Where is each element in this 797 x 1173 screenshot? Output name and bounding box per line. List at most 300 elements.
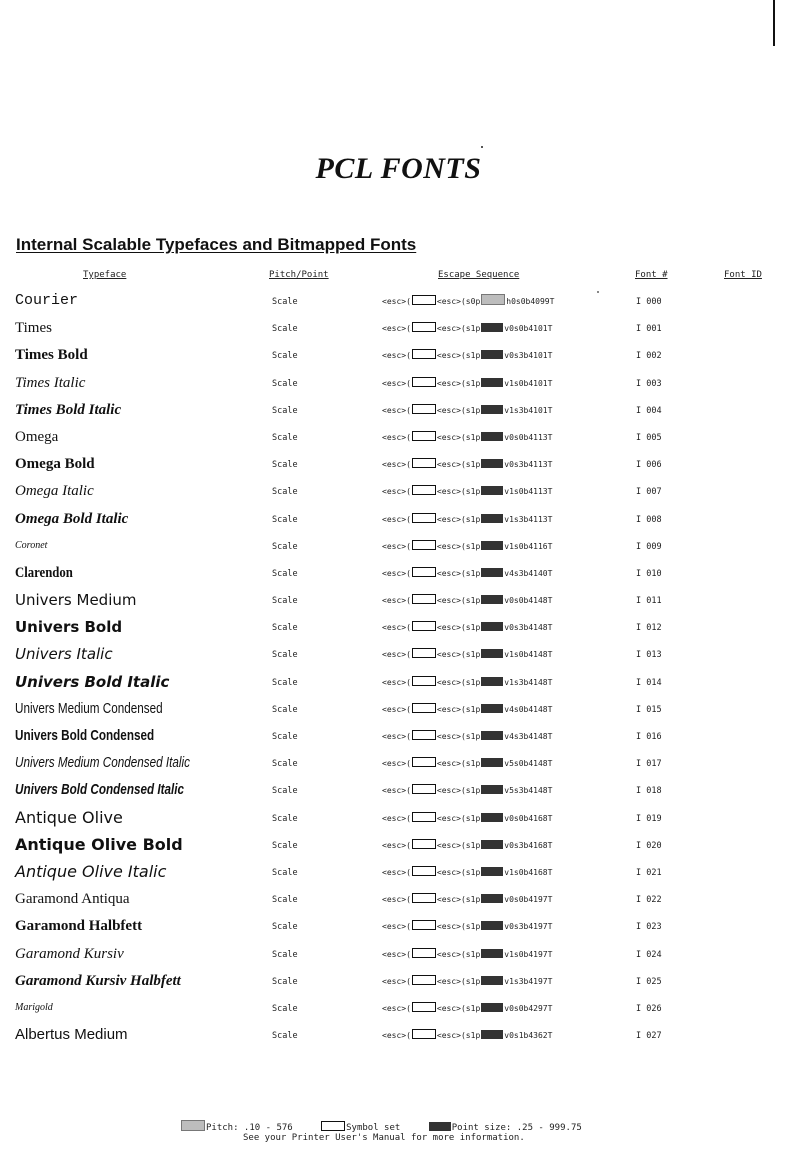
symbol-set-box-icon: [412, 485, 436, 495]
escape-sequence: [382, 888, 552, 912]
symbol-set-box-icon: [412, 621, 436, 631]
point-size-swatch-icon: [481, 949, 503, 958]
esc-params: v0s0b4297T: [504, 1003, 553, 1013]
esc-mid: <esc>(s: [436, 324, 471, 334]
escape-sequence: [382, 426, 552, 450]
esc-params: v1s3b4113T: [504, 514, 553, 524]
esc-spacing: 1p: [470, 541, 481, 551]
esc-prefix: <esc>(: [382, 732, 411, 741]
pitch-point-value: Scale: [272, 623, 298, 634]
esc-mid: <esc>(s: [436, 867, 471, 877]
esc-spacing: 1p: [470, 1031, 481, 1041]
typeface-name: Times Bold: [15, 347, 88, 364]
font-number: I 008: [636, 514, 662, 525]
escape-sequence: [382, 372, 552, 396]
typeface-name: Univers Bold Condensed Italic: [15, 781, 185, 799]
escape-sequence: [382, 589, 552, 613]
esc-spacing: 1p: [470, 623, 481, 633]
point-size-swatch-icon: [481, 867, 503, 876]
symbol-set-box-icon: [412, 404, 436, 414]
point-size-swatch-icon: [481, 731, 503, 740]
symbol-set-box-icon: [412, 594, 436, 604]
esc-mid: <esc>(s: [436, 677, 471, 687]
symbol-set-box-icon: [412, 431, 436, 441]
font-number: I 000: [636, 297, 662, 307]
legend-pitch: Pitch: .10 - 576: [206, 1123, 293, 1133]
escape-sequence: [382, 480, 552, 504]
pitch-point-value: Scale: [272, 732, 298, 742]
table-row: [0, 1023, 797, 1050]
typeface-name: Antique Olive Bold: [15, 834, 183, 854]
table-row: [0, 697, 797, 724]
escape-sequence: [382, 698, 552, 722]
symbol-set-box-icon: [412, 920, 436, 930]
point-size-swatch-icon: [481, 704, 503, 713]
typeface-name: Courier: [15, 292, 79, 309]
esc-params: v4s3b4148T: [504, 732, 553, 741]
typeface-name: Univers Medium Condensed: [15, 699, 163, 717]
symbol-set-box-icon: [412, 839, 436, 849]
esc-prefix: <esc>(: [382, 677, 411, 687]
font-number: I 004: [636, 405, 662, 416]
esc-prefix: <esc>(: [382, 432, 411, 442]
pitch-point-value: Scale: [272, 922, 298, 933]
symbol-set-box-icon: [412, 540, 436, 550]
escape-sequence: [382, 453, 552, 477]
esc-spacing: 1p: [470, 1003, 481, 1013]
esc-spacing: 1p: [470, 895, 481, 905]
table-row: [0, 969, 797, 996]
esc-prefix: <esc>(: [382, 351, 411, 361]
point-size-swatch-icon: [481, 1003, 503, 1012]
legend-note: See your Printer User's Manual for more information.: [243, 1133, 525, 1143]
esc-mid: <esc>(s: [436, 432, 471, 442]
symbol-set-box-icon: [412, 349, 436, 359]
typeface-name: Clarendon: [15, 564, 73, 581]
esc-mid: <esc>(s: [436, 922, 471, 932]
point-size-swatch-icon: [429, 1122, 451, 1131]
symbol-set-box-icon: [412, 567, 436, 577]
symbol-set-box-icon: [412, 784, 436, 794]
table-row: [0, 615, 797, 642]
font-number: I 020: [636, 840, 662, 851]
esc-spacing: 1p: [470, 949, 481, 959]
esc-params: v1s0b4197T: [504, 949, 553, 959]
font-number: I 016: [636, 732, 662, 742]
esc-mid: <esc>(s: [436, 650, 471, 660]
font-number: I 023: [636, 922, 662, 933]
esc-spacing: 1p: [470, 650, 481, 660]
esc-params: v0s0b4148T: [504, 596, 553, 606]
symbol-set-box-icon: [412, 648, 436, 658]
point-size-swatch-icon: [481, 323, 503, 332]
font-number: I 024: [636, 949, 662, 960]
esc-prefix: <esc>(: [382, 922, 411, 932]
esc-prefix: <esc>(: [382, 976, 411, 986]
table-row: [0, 343, 797, 370]
escape-sequence: [382, 616, 552, 640]
esc-params: v1s0b4116T: [504, 541, 553, 551]
table-row: [0, 833, 797, 860]
escape-sequence: [382, 399, 552, 423]
esc-params: v0s3b4101T: [504, 351, 553, 361]
point-size-swatch-icon: [481, 486, 503, 495]
table-row: [0, 289, 797, 316]
escape-sequence: [382, 861, 552, 885]
esc-params: v1s0b4168T: [504, 867, 553, 877]
pitch-point-value: Scale: [272, 1031, 298, 1042]
typeface-name: Omega Bold: [15, 456, 95, 473]
column-header-pitch-point: Pitch/Point: [269, 270, 329, 280]
table-row: [0, 534, 797, 561]
font-number: I 006: [636, 460, 662, 471]
font-number: I 011: [636, 596, 662, 607]
point-size-swatch-icon: [481, 1030, 503, 1039]
point-size-swatch-icon: [481, 785, 503, 794]
pitch-point-value: Scale: [272, 378, 298, 389]
typeface-name: Antique Olive: [15, 807, 123, 827]
escape-sequence: [382, 671, 552, 695]
font-table: [0, 289, 797, 1050]
esc-prefix: <esc>(: [382, 297, 411, 306]
esc-mid: <esc>(s: [436, 895, 471, 905]
column-header-font-id: Font ID: [724, 270, 762, 280]
point-size-swatch-icon: [481, 649, 503, 658]
table-row: [0, 914, 797, 941]
table-row: [0, 507, 797, 534]
table-row: [0, 942, 797, 969]
typeface-name: Garamond Antiqua: [15, 891, 130, 908]
font-number: I 005: [636, 432, 662, 443]
pitch-point-value: Scale: [272, 895, 298, 906]
table-row: [0, 751, 797, 778]
escape-sequence: [382, 508, 552, 532]
font-number: I 017: [636, 759, 662, 770]
font-number: I 009: [636, 541, 662, 552]
escape-sequence: [382, 915, 552, 939]
symbol-set-box-icon: [412, 730, 436, 740]
pitch-point-value: Scale: [272, 1003, 298, 1014]
esc-spacing: 1p: [470, 405, 481, 415]
symbol-set-box-icon: [321, 1121, 345, 1131]
esc-prefix: <esc>(: [382, 623, 411, 633]
typeface-name: Omega Italic: [15, 483, 94, 500]
table-row: [0, 670, 797, 697]
esc-prefix: <esc>(: [382, 867, 411, 877]
font-number: I 022: [636, 895, 662, 906]
table-row: [0, 642, 797, 669]
font-number: I 021: [636, 867, 662, 878]
escape-sequence: [382, 1024, 552, 1048]
esc-mid: <esc>(s: [436, 568, 471, 578]
font-number: I 003: [636, 378, 662, 389]
esc-spacing: 1p: [470, 976, 481, 986]
typeface-name: Garamond Kursiv: [15, 945, 124, 962]
esc-prefix: <esc>(: [382, 1003, 411, 1013]
point-size-swatch-icon: [481, 459, 503, 468]
column-header-font-num: Font #: [635, 270, 668, 280]
esc-prefix: <esc>(: [382, 650, 411, 660]
esc-prefix: <esc>(: [382, 704, 411, 714]
escape-sequence: [382, 779, 552, 803]
esc-params: v1s0b4101T: [504, 378, 553, 388]
point-size-swatch-icon: [481, 568, 503, 577]
esc-spacing: 1p: [470, 568, 481, 578]
escape-sequence: [382, 317, 552, 341]
esc-params: h0s0b4099T: [506, 297, 555, 306]
pitch-point-value: Scale: [272, 813, 298, 824]
typeface-name: Omega Bold Italic: [15, 510, 129, 527]
pitch-point-value: Scale: [272, 704, 298, 715]
pitch-swatch-icon: [481, 294, 505, 305]
esc-params: v0s3b4197T: [504, 922, 553, 932]
pitch-point-value: Scale: [272, 541, 298, 552]
table-row: [0, 316, 797, 343]
legend-symbol-set: Symbol set: [346, 1123, 401, 1133]
esc-prefix: <esc>(: [382, 596, 411, 606]
esc-prefix: <esc>(: [382, 759, 411, 769]
typeface-name: Univers Medium Condensed Italic: [15, 754, 190, 772]
pitch-point-value: Scale: [272, 759, 298, 770]
point-size-swatch-icon: [481, 432, 503, 441]
esc-prefix: <esc>(: [382, 949, 411, 959]
point-size-swatch-icon: [481, 894, 503, 903]
esc-spacing: 1p: [470, 922, 481, 932]
esc-params: v4s0b4148T: [504, 704, 553, 714]
table-row: [0, 479, 797, 506]
legend: [180, 1120, 604, 1143]
esc-params: v0s0b4197T: [504, 895, 553, 905]
point-size-swatch-icon: [481, 677, 503, 686]
esc-mid: <esc>(s: [436, 596, 471, 606]
symbol-set-box-icon: [412, 866, 436, 876]
column-header-typeface: Typeface: [83, 270, 127, 280]
typeface-name: Univers Bold Condensed: [15, 727, 155, 744]
pitch-swatch-icon: [181, 1120, 205, 1131]
esc-prefix: <esc>(: [382, 541, 411, 551]
typeface-name: Omega: [15, 428, 59, 445]
page-edge-mark: [773, 0, 775, 46]
symbol-set-box-icon: [412, 893, 436, 903]
esc-prefix: <esc>(: [382, 378, 411, 388]
esc-prefix: <esc>(: [382, 405, 411, 415]
table-row: [0, 425, 797, 452]
speck: [481, 146, 483, 148]
pitch-point-value: Scale: [272, 677, 298, 688]
page-title: PCL FONTS: [315, 152, 482, 185]
esc-params: v0s0b4113T: [504, 432, 553, 442]
esc-params: v4s3b4140T: [504, 568, 553, 578]
esc-mid: <esc>(s: [436, 460, 471, 470]
esc-mid: <esc>(s: [436, 487, 471, 497]
esc-params: v0s0b4101T: [504, 324, 553, 334]
column-header-escape-sequence: Escape Sequence: [438, 270, 520, 280]
typeface-name: Albertus Medium: [15, 1026, 128, 1044]
esc-mid: <esc>(s: [436, 759, 471, 769]
point-size-swatch-icon: [481, 976, 503, 985]
point-size-swatch-icon: [481, 840, 503, 849]
pitch-point-value: Scale: [272, 867, 298, 878]
font-number: I 026: [636, 1003, 662, 1014]
pitch-point-value: Scale: [272, 949, 298, 960]
esc-mid: <esc>(s: [436, 840, 471, 850]
esc-mid: <esc>(s: [436, 732, 471, 741]
esc-mid: <esc>(s: [436, 514, 471, 524]
point-size-swatch-icon: [481, 350, 503, 359]
table-row: [0, 452, 797, 479]
esc-spacing: 1p: [470, 732, 481, 741]
esc-spacing: 1p: [470, 460, 481, 470]
escape-sequence: [382, 725, 552, 749]
typeface-name: Times: [15, 320, 52, 337]
symbol-set-box-icon: [412, 676, 436, 686]
symbol-set-box-icon: [412, 812, 436, 822]
esc-mid: <esc>(s: [436, 297, 471, 306]
esc-spacing: 1p: [470, 324, 481, 334]
esc-mid: <esc>(s: [436, 1031, 471, 1041]
pitch-point-value: Scale: [272, 840, 298, 851]
table-row: [0, 887, 797, 914]
typeface-name: Times Bold Italic: [15, 401, 122, 418]
section-heading: Internal Scalable Typefaces and Bitmapped Fonts: [16, 235, 417, 254]
esc-params: v1s3b4148T: [504, 677, 553, 687]
typeface-name: Antique Olive Italic: [15, 861, 167, 881]
esc-mid: <esc>(s: [436, 623, 471, 633]
esc-prefix: <esc>(: [382, 895, 411, 905]
legend-point-size: Point size: .25 - 999.75: [451, 1123, 582, 1133]
symbol-set-box-icon: [412, 513, 436, 523]
point-size-swatch-icon: [481, 921, 503, 930]
escape-sequence: [382, 807, 552, 831]
font-number: I 027: [636, 1031, 662, 1042]
esc-prefix: <esc>(: [382, 460, 411, 470]
esc-mid: <esc>(s: [436, 1003, 471, 1013]
esc-spacing: 1p: [470, 786, 481, 796]
esc-spacing: 1p: [470, 378, 481, 388]
esc-prefix: <esc>(: [382, 514, 411, 524]
point-size-swatch-icon: [481, 378, 503, 387]
pitch-point-value: Scale: [272, 297, 298, 307]
font-number: I 025: [636, 976, 662, 987]
font-number: I 013: [636, 650, 662, 661]
esc-spacing: 1p: [470, 596, 481, 606]
esc-mid: <esc>(s: [436, 541, 471, 551]
font-number: I 019: [636, 813, 662, 824]
esc-prefix: <esc>(: [382, 813, 411, 823]
font-number: I 010: [636, 568, 662, 579]
pitch-point-value: Scale: [272, 487, 298, 498]
esc-prefix: <esc>(: [382, 786, 411, 796]
esc-mid: <esc>(s: [436, 351, 471, 361]
pitch-point-value: Scale: [272, 596, 298, 607]
point-size-swatch-icon: [481, 595, 503, 604]
typeface-name: Univers Bold: [15, 618, 123, 637]
escape-sequence: [382, 562, 552, 586]
escape-sequence: [382, 344, 552, 368]
typeface-name: Times Italic: [15, 374, 86, 391]
font-number: I 002: [636, 351, 662, 362]
esc-spacing: 1p: [470, 432, 481, 442]
escape-sequence: [382, 970, 552, 994]
pitch-point-value: Scale: [272, 514, 298, 525]
esc-spacing: 1p: [470, 867, 481, 877]
esc-params: v1s3b4101T: [504, 405, 553, 415]
symbol-set-box-icon: [412, 377, 436, 387]
font-number: I 012: [636, 623, 662, 634]
point-size-swatch-icon: [481, 758, 503, 767]
esc-params: v0s0b4168T: [504, 813, 553, 823]
escape-sequence: [382, 834, 552, 858]
esc-spacing: 1p: [470, 351, 481, 361]
table-row: [0, 561, 797, 588]
table-row: [0, 996, 797, 1023]
pitch-point-value: Scale: [272, 976, 298, 987]
esc-params: v5s3b4148T: [504, 786, 553, 796]
pitch-point-value: Scale: [272, 460, 298, 471]
point-size-swatch-icon: [481, 405, 503, 414]
font-number: I 018: [636, 786, 662, 797]
point-size-swatch-icon: [481, 622, 503, 631]
table-row: [0, 724, 797, 751]
table-row: [0, 806, 797, 833]
esc-spacing: 1p: [470, 487, 481, 497]
escape-sequence: [382, 752, 552, 776]
table-row: [0, 778, 797, 805]
symbol-set-box-icon: [412, 295, 436, 305]
symbol-set-box-icon: [412, 1029, 436, 1039]
esc-spacing: 1p: [470, 813, 481, 823]
typeface-name: Univers Bold Italic: [15, 672, 170, 691]
esc-prefix: <esc>(: [382, 1031, 411, 1041]
esc-spacing: 1p: [470, 677, 481, 687]
escape-sequence: [382, 290, 554, 314]
typeface-name: Coronet: [15, 539, 48, 551]
esc-params: v1s0b4113T: [504, 487, 553, 497]
font-number: I 015: [636, 704, 662, 715]
point-size-swatch-icon: [481, 541, 503, 550]
esc-spacing: 1p: [470, 840, 481, 850]
symbol-set-box-icon: [412, 757, 436, 767]
esc-prefix: <esc>(: [382, 487, 411, 497]
esc-spacing: 1p: [470, 704, 481, 714]
escape-sequence: [382, 943, 552, 967]
esc-params: v0s3b4148T: [504, 623, 553, 633]
typeface-name: Garamond Kursiv Halbfett: [15, 972, 181, 989]
escape-sequence: [382, 535, 552, 559]
symbol-set-box-icon: [412, 948, 436, 958]
pitch-point-value: Scale: [272, 650, 298, 661]
typeface-name: Univers Medium: [15, 591, 137, 610]
typeface-name: Garamond Halbfett: [15, 918, 143, 935]
esc-params: v5s0b4148T: [504, 759, 553, 769]
font-number: I 007: [636, 487, 662, 498]
table-row: [0, 371, 797, 398]
esc-prefix: <esc>(: [382, 324, 411, 334]
esc-mid: <esc>(s: [436, 949, 471, 959]
esc-spacing: 1p: [470, 514, 481, 524]
table-row: [0, 398, 797, 425]
escape-sequence: [382, 997, 552, 1021]
pitch-point-value: Scale: [272, 786, 298, 797]
pitch-point-value: Scale: [272, 432, 298, 443]
esc-mid: <esc>(s: [436, 378, 471, 388]
point-size-swatch-icon: [481, 813, 503, 822]
esc-mid: <esc>(s: [436, 704, 471, 714]
pitch-point-value: Scale: [272, 405, 298, 416]
symbol-set-box-icon: [412, 975, 436, 985]
esc-spacing: 0p: [470, 297, 481, 306]
esc-mid: <esc>(s: [436, 786, 471, 796]
